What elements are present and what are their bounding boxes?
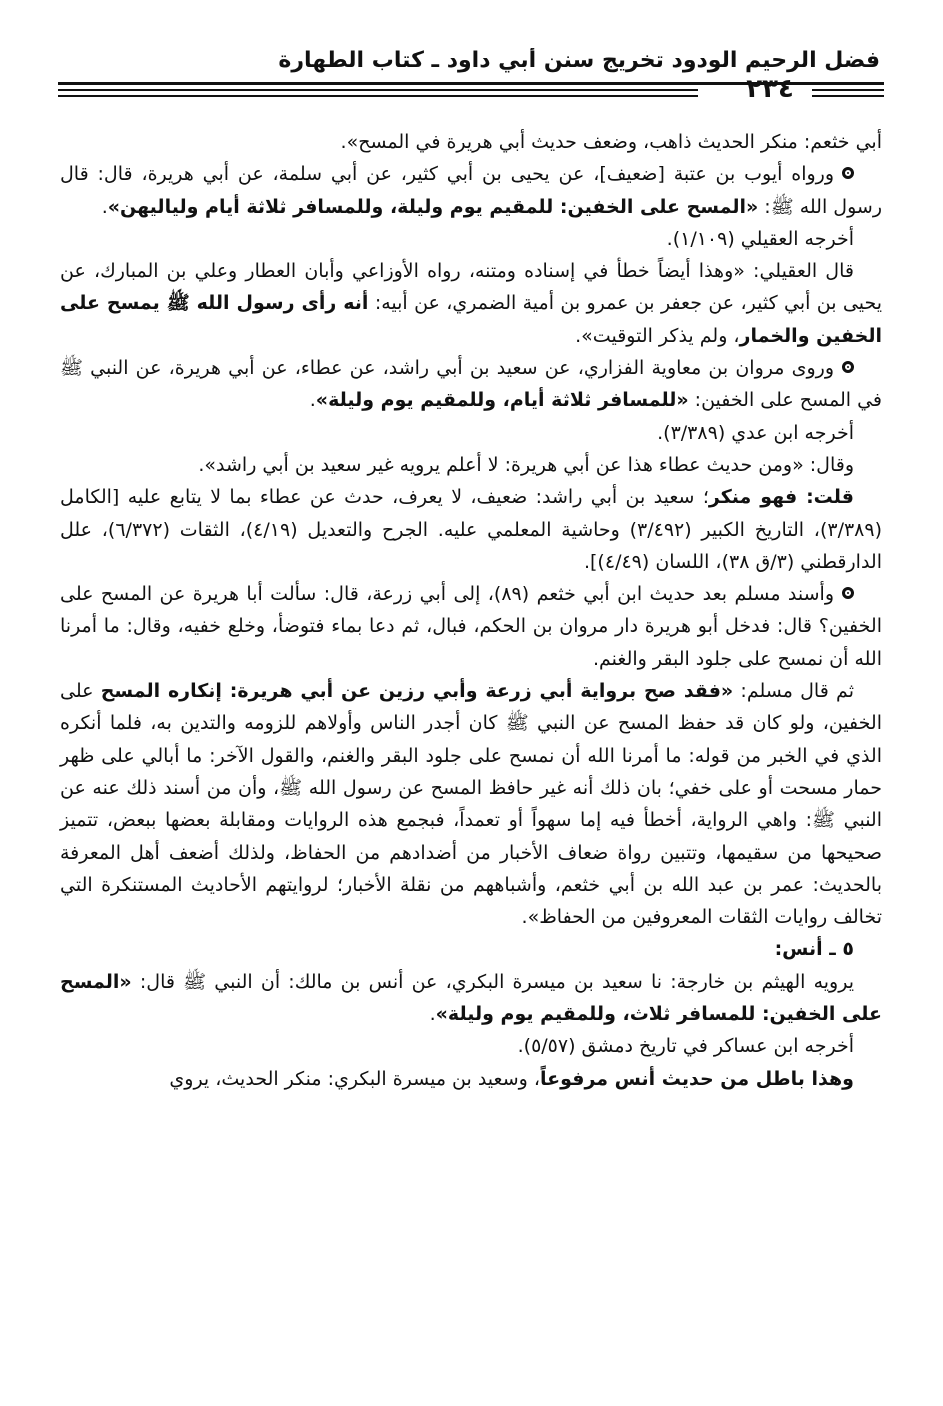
hadith-text: «للمسافر ثلاثة أيام، وللمقيم يوم وليلة»	[315, 389, 689, 412]
author-comment: وهذا باطل من حديث أنس مرفوعاً	[539, 1067, 854, 1090]
running-header-title: فضل الرحيم الودود تخريج سنن أبي داود ـ كتاب الطهارة	[278, 48, 880, 73]
quoted-text: «فقد صح برواية أبي زرعة وأبي رزين عن أبي هريرة: إنكاره المسح	[100, 680, 734, 703]
hadith-text: «المسح على الخفين: للمسافر ثلاث، وللمقيم يوم وليلة»	[60, 970, 882, 1026]
paragraph: ورواه أيوب بن عتبة [ضعيف]، عن يحيى بن أبي كثير، عن أبي سلمة، عن أبي هريرة، قال: قال رسول الله ﷺ: «المسح على الخفين: للمقيم يوم وليلة، وللمسافر ثلاثة أيام ولياليهن».	[60, 163, 882, 218]
paragraph: وروى مروان بن معاوية الفزاري، عن سعيد بن أبي راشد، عن عطاء، عن أبي هريرة، عن النبي ﷺ في المسح على الخفين: «للمسافر ثلاثة أيام، وللمقيم يوم وليلة».	[60, 357, 882, 412]
body-text	[60, 126, 882, 1095]
bullet-icon	[842, 361, 854, 373]
bullet-icon	[842, 587, 854, 599]
paragraph: أخرجه ابن عدي (٣/٣٨٩).	[657, 421, 854, 444]
paragraph: أخرجه العقيلي (١/١٠٩).	[666, 227, 854, 250]
paragraph: وأسند مسلم بعد حديث ابن أبي خثعم (٨٩)، إلى أبي زرعة، قال: سألت أبا هريرة عن المسح على الخفين؟ قال: فدخل أبو هريرة دار مروان بن الحكم، فبال، ثم دعا بماء فتوضأ، وخلع خفيه، وقال: ما أمرنا الله أن نمسح على جلود البقر والغنم.	[60, 583, 882, 670]
bullet-icon	[842, 167, 854, 179]
paragraph: أخرجه ابن عساكر في تاريخ دمشق (٥/٥٧).	[517, 1035, 854, 1058]
paragraph: قلت: فهو منكر؛ سعيد بن أبي راشد: ضعيف، لا يعرف، حدث عن عطاء بما لا يتابع عليه [الكامل (٣/٣٨٩)، التاريخ الكبير (٣/٤٩٢) وحاشية المعلمي عليه. الجرح والتعديل (٤/١٩)، الثقات (٦/٣٧٢)، علل الدارقطني (٣/ق ٣٨)، اللسان (٤/٤٩)].	[60, 486, 883, 573]
paragraph: ثم قال مسلم: «فقد صح برواية أبي زرعة وأبي رزين عن أبي هريرة: إنكاره المسح على الخفين، ولو كان قد حفظ المسح عن النبي ﷺ كان أجدر الناس وأولاهم للزومه والتدين به، فلما أنكره الذي في الخبر من قوله: ما أمرنا الله أن نمسح على جلود البقر والغنم، والقول الآخر: ما أبالي على ظهر حمار مسحت أو على خفي؛ بان ذلك أنه غير حافظ المسح عن رسول الله ﷺ، وأن من أسند ذلك عنه عن النبي ﷺ: واهي الرواية، أخطأ فيه إما سهواً أو تعمداً، فبجمع هذه الروايات ومقابلة بعضها ببعض، تتميز صحيحها من سقيمها، وتتبين رواة ضعاف الأخبار من أضدادهم من الحفاظ، ولذلك أضعف أهل المعرفة بالحديث: عمر بن عبد الله بن أبي خثعم، وأشباههم من نقلة الأخبار؛ لروايتهم الأحاديث المستنكرة التي تخالف روايات الثقات المعروفين من الحفاظ».	[60, 680, 882, 929]
paragraph: قال العقيلي: «وهذا أيضاً خطأ في إسناده ومتنه، رواه الأوزاعي وأبان العطار وعلي بن المبارك، عن يحيى بن أبي كثير، عن جعفر بن عمرو بن أمية الضمري، عن أبيه: أنه رأى رسول الله ﷺ يمسح على الخفين والخمار، ولم يذكر التوقيت».	[60, 260, 882, 347]
paragraph: وهذا باطل من حديث أنس مرفوعاً، وسعيد بن ميسرة البكري: منكر الحديث، يروي	[169, 1067, 854, 1090]
paragraph: أبي خثعم: منكر الحديث ذاهب، وضعف حديث أبي هريرة في المسح».	[340, 131, 882, 153]
hadith-text: «المسح على الخفين: للمقيم يوم وليلة، وللمسافر ثلاثة أيام ولياليهن»	[107, 195, 759, 218]
paragraph: يرويه الهيثم بن خارجة: نا سعيد بن ميسرة البكري، عن أنس بن مالك: أن النبي ﷺ قال: «المسح على الخفين: للمسافر ثلاث، وللمقيم يوم وليلة».	[60, 970, 882, 1026]
author-comment: قلت: فهو منكر	[708, 486, 854, 509]
section-heading: ٥ ـ أنس:	[774, 938, 854, 961]
header-double-rule-right	[812, 89, 884, 91]
paragraph: وقال: «ومن حديث عطاء هذا عن أبي هريرة: لا أعلم يرويه غير سعيد بن أبي راشد».	[198, 453, 854, 476]
hadith-text: أنه رأى رسول الله ﷺ يمسح على الخفين والخمار	[60, 292, 882, 347]
page-number: ٢٣٤	[730, 72, 810, 106]
header-double-rule-left	[58, 89, 698, 91]
